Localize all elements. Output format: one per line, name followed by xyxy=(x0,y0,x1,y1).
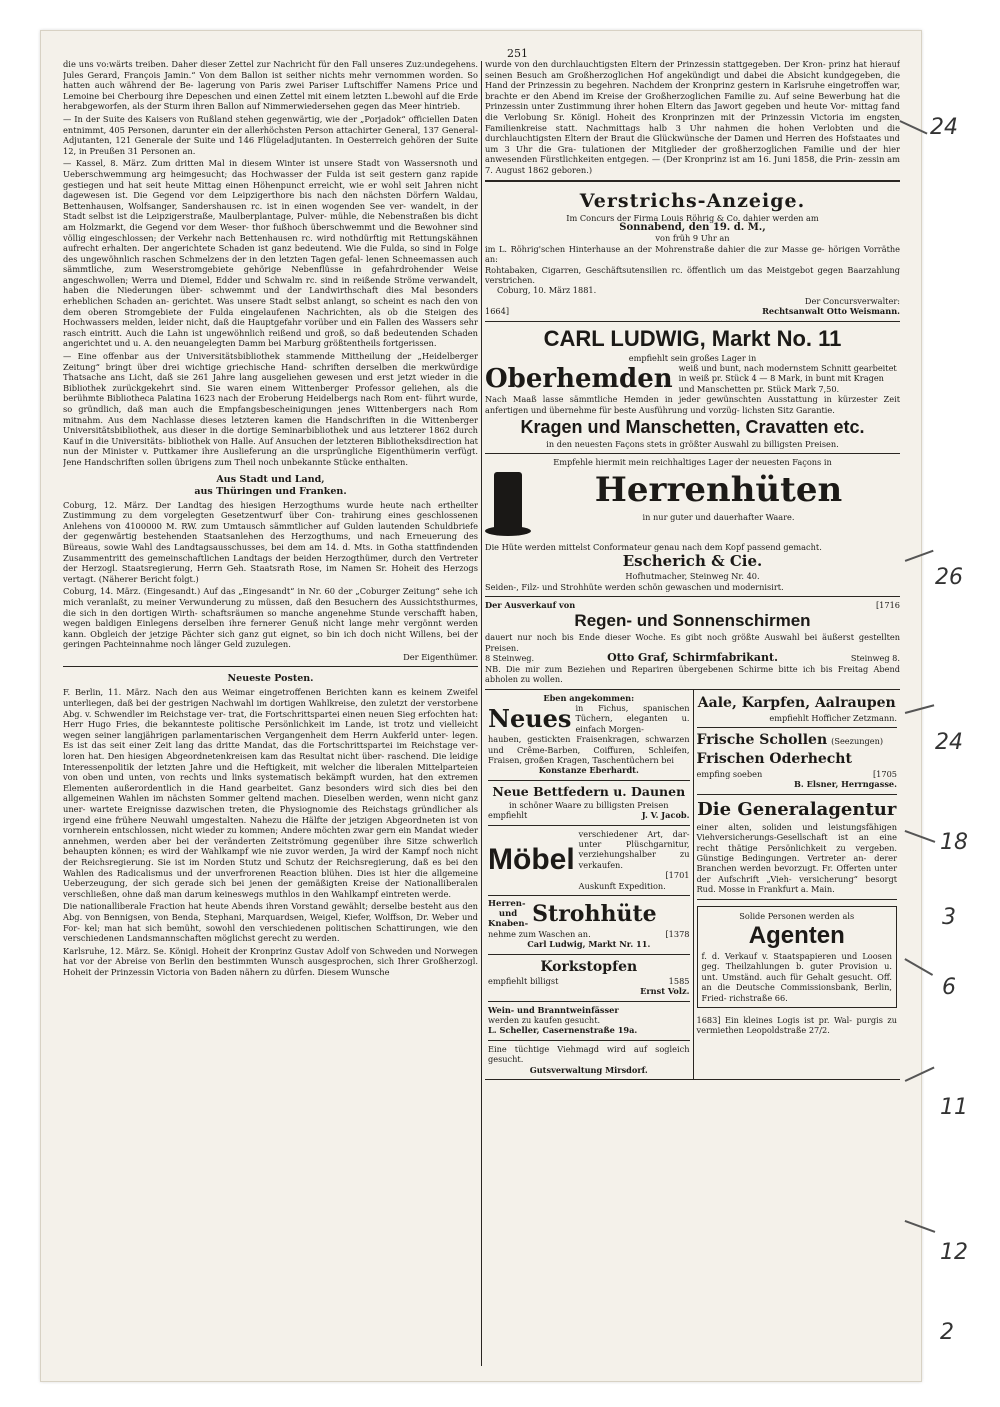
ad-text: Nach Maaß lasse sämmtliche Hemden in jeder gewünschten Ausstattung in kürzester Zeit anfertigen und übernehme für beste Ausführung und vorzüg- lichsten Sitz Garantie. xyxy=(485,394,900,415)
ad-schollen xyxy=(697,728,898,795)
column-divider xyxy=(481,61,482,1366)
ad-title: CARL LUDWIG, Markt No. 11 xyxy=(543,325,842,351)
ad-firm: L. Scheller, Casernenstraße 19a. xyxy=(488,1025,638,1036)
ad-kragen: Kragen und Manschetten, Cravatten etc. xyxy=(520,417,865,438)
ad-text: und Manschetten pr. Stück Mark 7,50. xyxy=(678,383,840,394)
ad-big-word: Agenten xyxy=(748,921,845,949)
ad-text: Der Ausverkauf von xyxy=(485,600,576,611)
ad-big-word: Frischen Oderhecht xyxy=(696,750,852,767)
ad-logis xyxy=(697,1012,898,1040)
ad-text: hauben, gestickten Fraisenkragen, schwarzen und Crême-Barben, Coiffuren, Schleifen, Fraisen, großen Kragen, Taschentüchern bei xyxy=(488,734,690,765)
handwritten-note: 3 xyxy=(942,905,956,930)
ad-text: NB. Die mir zum Beziehen und Repariren übergebenen Schirme bitte ich bis Freitag Abend abholen zu wollen. xyxy=(485,663,900,685)
ad-generalagentur xyxy=(697,795,898,900)
ad-number: [1378 xyxy=(665,929,690,939)
ad-firm: Ernst Volz. xyxy=(640,986,690,997)
ad-text: in schöner Waare zu billigsten Preisen xyxy=(508,799,669,810)
ad-korkstopfen xyxy=(488,955,690,1002)
ad-text: empfiehlt Hofficher Zetzmann. xyxy=(769,712,897,723)
ad-text: in Fichus, spanischen Tüchern, eleganten u. einfach Morgen- xyxy=(575,702,690,734)
article-coburg-eingesandt: Coburg, 14. März. (Eingesandt.) Auf das „Eingesandt“ in Nr. 60 der „Coburger Zeitung“ sehe ich mich veranlaßt, zu meiner Verwunderung zu müssen, daß den Besuchern des Aussichtsthurmes, die sich in den dortigen Wirth- schaftsräumen so manche angenehme Stunde verschafft haben, wegen baldigen Einlegens derselben ihre fernerer Genuß nicht lange mehr vergönnt werden kann. Obgleich der jetzige Pächter sich ganz gut eignet, so bin ich doch nicht Willens, bei der geringen Pachteinnahme noch länger Geld zuzulegen. xyxy=(63,586,478,650)
ad-text: Im Concurs der Firma Louis Röhrig & Co. dahier werden am xyxy=(566,212,819,223)
ad-aale xyxy=(697,690,898,728)
page-number: 251 xyxy=(507,47,528,60)
ad-number: 1664] xyxy=(485,306,510,317)
ad-text: Coburg, 10. März 1881. xyxy=(497,285,597,296)
signature-eigenthuemer: Der Eigenthümer. xyxy=(403,651,478,662)
ad-date: Sonnabend, den 19. d. M., xyxy=(619,221,766,233)
section-heading-news: Neueste Posten. xyxy=(227,673,314,685)
handwritten-note: 26 xyxy=(935,565,963,590)
ad-moebel xyxy=(488,826,690,896)
ad-big-word: Aale, Karpfen, Aalraupen xyxy=(697,694,896,711)
ad-text: im L. Röhrig'schen Hinterhause an der Mohrenstraße dahier die zur Masse ge- hörigen Vorräthe an: xyxy=(485,243,900,265)
ad-carl-ludwig xyxy=(485,322,900,455)
ad-text: Herren- xyxy=(488,899,526,909)
ad-number: [1716 xyxy=(875,600,900,611)
article-nationalliberal: Die nationalliberale Fraction hat heute Abends ihren Vorstand gewählt; derselbe besteht aus den Abg. von Bennigsen, von Benda, Stephani, Marquardsen, Weigel, Kiefer, Wolffson, Dr. Weber und For- kel; man hat sich bemüht, sowohl den verschiedenen politischen Schattirungen, wie den verschiedenen Landsmannschaften möglichst gerecht zu werden. xyxy=(63,901,478,944)
ad-big-word: Frische Schollen xyxy=(696,731,828,748)
ad-text: und xyxy=(498,909,518,919)
article-kassel-flood: — Kassel, 8. März. Zum dritten Mal in diesem Winter ist unsere Stadt von Wassersnoth und Ueberschwemmung arg heimgesucht; das Hochwasser der Fulda ist seit gestern ganz rapide gestiegen und hat seit heute Mittag einen Höhenpunct erreicht, wie er wohl seit Jahren nicht dagewesen ist. Die Gegend vor dem Leipzigerthore bis nach den nächsten Dörfern Waldau, Bettenhausen, Wolfsanger, Sandershausen rc. ist in einen wogenden See ver- wandelt, in der Stadt selbst ist die Leipzigerstraße, Maulberplantage, Pulver- mühle, die Nebenstraßen bis dicht am Holzmarkt, die Gegend vor dem Weser- thor fußhoch überschwemmt und die Bewohner sind völlig eingeschlossen; der Verkehr nach Bettenhausen rc. wird nothdürftig mit Rettungskähnen aufrecht erhalten. Der angerichtete Schaden ist ganz bedeutend. Wie die Fulda, so sind in Folge des ungewöhnlich raschen Schmelzens der in den letzten Tagen gefal- lenen Schneemassen auch sämmtliche, zum Weserstromgebiete gehörige Nebenflüsse in gefahrdrohender Weise angeschwollen; Werra und Diemel, Edder und Schwalm rc. sind in reißende Ströme verwandelt, haben die Niederungen über- schwemmt und der Landwirthschaft dies Mal besonders erheblichen Schaden an- gerichtet. Was unsere Stadt selbst anlangt, so scheint es nach den von dem oberen Stromgebiete der Fulda eingelaufenen Nachrichten, als ob die Steigen des Hochwassers melden, leider nicht, daß die Hauptgefahr vorüber und ein Fallen des Wassers sehr rasch eintritt. Auch die Lahn ist ungewöhnlich reißend und groß, so daß bedeutenden Schaden angerichtet und u. A. den neuangelegten Damm bei Marburg größtentheils fortgerissen. xyxy=(63,158,478,349)
ad-number: [1701 xyxy=(665,870,690,881)
ad-text: verschiedener Art, dar- unter Plüschgarnitur, verziehungshalber zu verkaufen. xyxy=(578,828,690,870)
ad-bettfedern xyxy=(488,781,690,826)
rule xyxy=(485,180,900,182)
ad-big-word: Herrenhüten xyxy=(594,469,843,510)
ad-text: Eine tüchtige Viehmagd wird auf sogleich gesucht. xyxy=(488,1043,690,1065)
ad-strohhuete xyxy=(488,896,690,955)
ad-text: weiß und bunt, nach modernstem Schnitt gearbeitet xyxy=(678,363,897,373)
ad-text: 1683] Ein kleines Logis ist pr. Wal- purgis zu vermiethen Leopoldstraße 27/2. xyxy=(696,1015,897,1036)
handwritten-note: 24 xyxy=(930,115,958,140)
ad-grid-left xyxy=(485,690,693,1080)
ad-text: Die Hüte werden mittelst Conformateur genau nach dem Kopf passend gemacht. xyxy=(485,541,822,552)
ad-text: in nur guter und dauerhafter Waare. xyxy=(642,511,795,522)
ad-oberhemden: Oberhemden xyxy=(485,363,673,394)
handwritten-note: 12 xyxy=(940,1240,968,1265)
article-berlin-election: F. Berlin, 11. März. Nach den aus Weimar eingetroffenen Berichten kann es keinem Zweifel unterliegen, daß bei der gestrigen Nachwahl im dortigen Wahlkreise, den zuletzt der verstorbene Abg. v. Schwendler im Reichstage ver- trat, die Fortschrittspartei einen neuen Sieg erfochten hat: Herr Hugo Fries, die bekannteste politische Persönlichkeit im Lande, ist trotz und vielleicht wegen seiner langjährigen parlamentarischen Vergangenheit dem Herrn Aukferld unter- legen. Es ist das seit einer Zeit lang das dritte Mandat, das die Fortschrittspartei im Reichstage ver- loren hat. Den hiesigen Abgeordnetenkreisen kam das Resultat nicht über- raschend. Die leidige Interessenpolitik der letzten Jahre und die Heftigkeit, mit welcher die liberalen Mittelparteien von oben und unten, von rechts und links systematisch bekämpft wurden, hat den extremen Elementen außerordentlich in die Hand gearbeitet. Ganz besonders wird sich dies bei den allgemeinen Wahlen im nächsten Sommer geltend machen. Dieselben werden, wenn nicht ganz uner- wartete Ereignisse dazwischen treten, die Physiognomie des Reichstags gründlicher als irgend eine frühere Neuwahl umgestalten. Nahezu die Hälfte der jetzigen Abgeordneten ist von vornherein entschlossen, nicht wieder zu kommen; Andere möchten zwar gern ein Mandat wieder annehmen, werden aber bei der veränderten Zeitströmung gegenüber ihre Sitze schwerlich behaupten können; es wird der Wahlkampf wie nie zuvor werden, Ja wird der Kampf noch nicht der Reichsregierung. Sie ist im Norden Stutz und Schutz der Reichsregierung, daß es bei den Wahlen des Radicalismus und der unverfrorenen Reaction blühen. Dies ist hier die allgemeine Ueberzeugung, der sich gerade sich bei jenen der gemäßigten Kreise der Nationalliberalen verschließen, ohne daß man darum keineswegs muthlos in den Wahlkampf eintreten werde. xyxy=(63,687,478,899)
ad-neues xyxy=(488,690,690,781)
ad-text: Steinweg 8. xyxy=(850,653,900,664)
ad-big-word: Regen- und Sonnenschirmen xyxy=(574,611,811,631)
ad-number: [1705 xyxy=(872,768,897,779)
section-heading-line2: aus Thüringen und Franken. xyxy=(194,485,347,497)
section-heading-line1: Aus Stadt und Land, xyxy=(216,473,325,485)
ad-grid xyxy=(485,690,900,1081)
ad-text: Auskunft Expedition. xyxy=(578,880,666,891)
ad-text: in den neuesten Façons stets in größter Auswahl zu billigsten Preisen. xyxy=(546,439,839,450)
ad-text: Solide Personen werden als xyxy=(739,910,855,921)
ad-big-word: Die Generalagentur xyxy=(697,798,897,820)
ad-text: einer alten, soliden und leistungsfähigen Viehversicherungs-Gesellschaft ist an eine recht thätige Persönlichkeit zu vergeben. Günstige Bedingungen. Vertreter an- derer Branchen werden bevorzugt. Fr. Offerten unter der Aufschrift „Vieh- versicherung“ besorgt Rud. Mosse in Frankfurt a. Main. xyxy=(696,821,897,895)
newspaper-page xyxy=(40,30,922,1382)
ad-text: f. d. Verkauf v. Staatspapieren und Loosen geg. Theilzahlungen b. guter Provision u. unt. Umständ. auch für Gehalt gesucht. Off. an die Deutsche Commissionsbank, Berlin, Fried- richstraße 66. xyxy=(701,950,892,1003)
ad-text: Rohtabaken, Cigarren, Geschäftsutensilien rc. öffentlich um das Meistgebot gegen Baarzahlung verstrichen. xyxy=(485,264,900,285)
ad-text: Seiden-, Filz- und Strohhüte werden schön gewaschen und modernisirt. xyxy=(485,581,784,592)
handwritten-note: 18 xyxy=(940,830,968,855)
ad-firm: Konstanze Eberhardt. xyxy=(538,765,639,776)
article-balloon: die uns vo:wärts treiben. Daher dieser Zettel zur Nachricht für den Fall unseres Zuz:undegehens. Jules Gerard, François Jamin.“ Von dem Ballon ist seither nichts mehr vernommen worden. So hatten auch während der Be- lagerung von Paris zwei Pariser Luftschiffer Namens Price und Lemoine bei Cherbourg ihre Depeschen und einen Zettel mit einem letzten L.bewohl auf die Erde herabgeworfen, als der Sturm ihren Ballon auf Nimmerwiedersehen gegen das Meer hintrieb. xyxy=(63,59,478,112)
ad-text: empfiehlt sein großes Lager in xyxy=(628,352,757,363)
ad-herrenhueten xyxy=(485,454,900,597)
article-heidelberg-manuscripts: — Eine offenbar aus der Universitätsbibliothek stammende Mittheilung der „Heidelberger Zeitung“ bringt über drei wichtige griechische Hand- schriften derselben die merkwürdige Thatsache ans Licht, daß sie 261 Jahre lang ausgeliehen gewesen und erst jetzt wieder in die Bibliothek zurückgekehrt sind. Sie waren einem Wittenberger Professor geliehen, als die berühmte Bibliotheca Palatina 1623 nach der Eroberung Heidelbergs nach Rom ent- führt wurde, so gründlich, daß man auch die Empfangsbescheinigungen jenes Wittenbergers nach Rom mitnahm. Aus dem Nachlasse dieses letzteren kamen die Handschriften in die Wittenberger Universitätsbibliothek, aus dieser in die dortige Seminarbibliothek und aus letzterer 1862 durch Kauf in die Universitäts- bibliothek von Halle. Auf Ansuchen der letzteren Bibliotheksdirection hat nun der Minister v. Puttkamer ihre Auslieferung an die ursprüngliche Eigenthümerin verfügt. Jene Handschriften sollen übrigens zum Theil noch unbekannte Stücke enthalten. xyxy=(63,351,478,467)
ad-agenten xyxy=(697,906,898,1008)
ad-text: empfiehlt billigst xyxy=(488,975,559,986)
ad-weinfaesser xyxy=(488,1002,690,1041)
ad-firm: Carl Ludwig, Markt Nr. 11. xyxy=(527,939,651,950)
ad-text: Knaben- xyxy=(488,919,529,929)
ad-text: Empfehle hiermit mein reichhaltiges Lager der neuesten Façons in xyxy=(553,457,832,468)
ad-firm: Escherich & Cie. xyxy=(622,552,763,571)
ad-verstrichs xyxy=(485,186,900,322)
ad-firm: B. Elsner, Herrngasse. xyxy=(794,779,897,790)
ad-text: (Seezungen) xyxy=(831,735,884,746)
ad-text: dauert nur noch bis Ende dieser Woche. Es gibt noch größte Auswahl bei äußerst gestellten Preisen. xyxy=(485,632,900,653)
ad-text: Eben angekommen: xyxy=(543,692,635,703)
ad-viehmagd xyxy=(488,1041,690,1079)
article-karlsruhe: Karlsruhe, 12. März. Se. Königl. Hoheit der Kronprinz Gustav Adolf von Schweden und Norwegen hat vor der Abreise von Berlin den bestimmten Wunsch ausgesprochen, sich Ihrer Großherzogl. Hoheit der Prinzessin Victoria von Baden nähern zu dürfen. Diesem Wunsche xyxy=(63,945,478,977)
left-column xyxy=(63,59,478,1359)
ad-number: 1585 xyxy=(668,975,690,986)
handwritten-note: 6 xyxy=(942,975,956,1000)
article-karlsruhe-cont: wurde von den durchlauchtigsten Eltern der Prinzessin stattgegeben. Der Kron- prinz hat hierauf seinen Besuch am Großherzoglichen Hof angekündigt und dabei die Absicht kundgegeben, die Hand der Prinzessin zu begehren. Nachdem der Kronprinz gestern in Karlsruhe eingetroffen war, brachte er den Abend im Kreise der Großherzoglichen Familie zu. Auf seine Bewerbung hat die Prinzessin unter Zustimmung ihrer hohen Eltern das Jawort gegeben und heute Vor- mittag fand die Verlobung Sr. Königl. Hoheit des Kronprinzen mit der Prinzessin Victoria im engsten Familienkreise statt. Nachmittags halb 3 Uhr nahmen die hohen Verlobten und die durchlauchtigsten Eltern der Braut die Glückwünsche der Damen und Herren des Hofstaates und um 3 Uhr die Gra- tulationen der Mitglieder der großherzoglichen Familie und der hier anwesenden Fürstlichkeiten entgegen. — (Der Kronprinz ist am 16. Juni 1858, die Prin- zessin am 7. August 1862 geboren.) xyxy=(485,59,900,175)
ad-grid-right xyxy=(693,690,901,1080)
right-column xyxy=(485,59,900,1359)
article-coburg-landtag: Coburg, 12. März. Der Landtag des hiesigen Herzogthums wurde heute nach ertheilter Zustimmung zu dem vorgelegten Gesetzentwurf über Con- trahirung eines geschlossenen Anlehens von 4100000 M. RW. zum Umtausch sämmtlicher auf Gulden lautenden Schuldbriefe der gegenwärtig bestehenden Staatsanlehen des Herzogthums, und nach Erneuerung des Büreaus, sowie Wahl des Landtagsausschusses, bei dem am 14. d. Mts. in Gotha stattfindenden Zusammentritt des gemeinschaftlichen Landtags der beiden Herzogthümer, durch den Vertreter der Herzogl. Staatsregierung, Herrn Geh. Staatsrath Rose, im Namen Sr. Hoheit des Herzogs vertagt. (Näherer Bericht folgt.) xyxy=(63,499,478,584)
ad-text: Wein- und Branntweinfässer xyxy=(488,1004,619,1015)
ad-big-word: Neue Bettfedern u. Daunen xyxy=(492,783,686,799)
ad-big-word: Möbel xyxy=(488,842,575,876)
ad-text: Der Concursverwalter: xyxy=(804,295,900,306)
ad-text: werden zu kaufen gesucht. xyxy=(488,1015,601,1026)
ad-text: Hofhutmacher, Steinweg Nr. 40. xyxy=(625,571,760,582)
handwritten-note: 11 xyxy=(940,1095,968,1120)
ad-big-word: Korkstopfen xyxy=(540,958,638,975)
ad-big-word: Strohhüte xyxy=(532,901,657,927)
ad-text: von früh 9 Uhr an xyxy=(655,233,730,244)
ad-big-word: Neues xyxy=(488,703,572,733)
ad-text: Gutsverwaltung Mirsdorf. xyxy=(529,1064,648,1075)
ad-text: nehme zum Waschen an. xyxy=(488,929,591,939)
ad-text: in weiß pr. Stück 4 — 8 Mark, in bunt mit Kragen xyxy=(678,373,884,384)
section-heading-local xyxy=(63,474,478,498)
ad-schirme xyxy=(485,597,900,689)
rule xyxy=(63,666,478,667)
ad-text: 8 Steinweg. xyxy=(485,653,535,664)
top-hat-icon xyxy=(485,472,531,542)
article-russian-suite: — In der Suite des Kaisers von Rußland stehen gegenwärtig, wie der „Porjadok“ officiellen Daten entnimmt, 405 Personen, darunter ein der allerhöchsten Person attachirter General, 137 General-Adjutanten, 121 Generale der Suite und 146 Flügeladjutanten. In Oesterreich gehören der Suite 12, in Preußen 31 Personen an. xyxy=(63,113,478,156)
ad-title: Verstrichs-Anzeige. xyxy=(579,189,806,212)
ad-text: empfing soeben xyxy=(696,768,763,779)
ad-firm: Otto Graf, Schirmfabrikant. xyxy=(607,651,778,665)
ad-firm: J. V. Jacob. xyxy=(641,810,690,821)
handwritten-note: 24 xyxy=(935,730,963,755)
ad-text: empfiehlt xyxy=(488,810,528,821)
ad-signature: Rechtsanwalt Otto Weismann. xyxy=(762,306,900,317)
handwritten-note: 2 xyxy=(940,1320,954,1345)
